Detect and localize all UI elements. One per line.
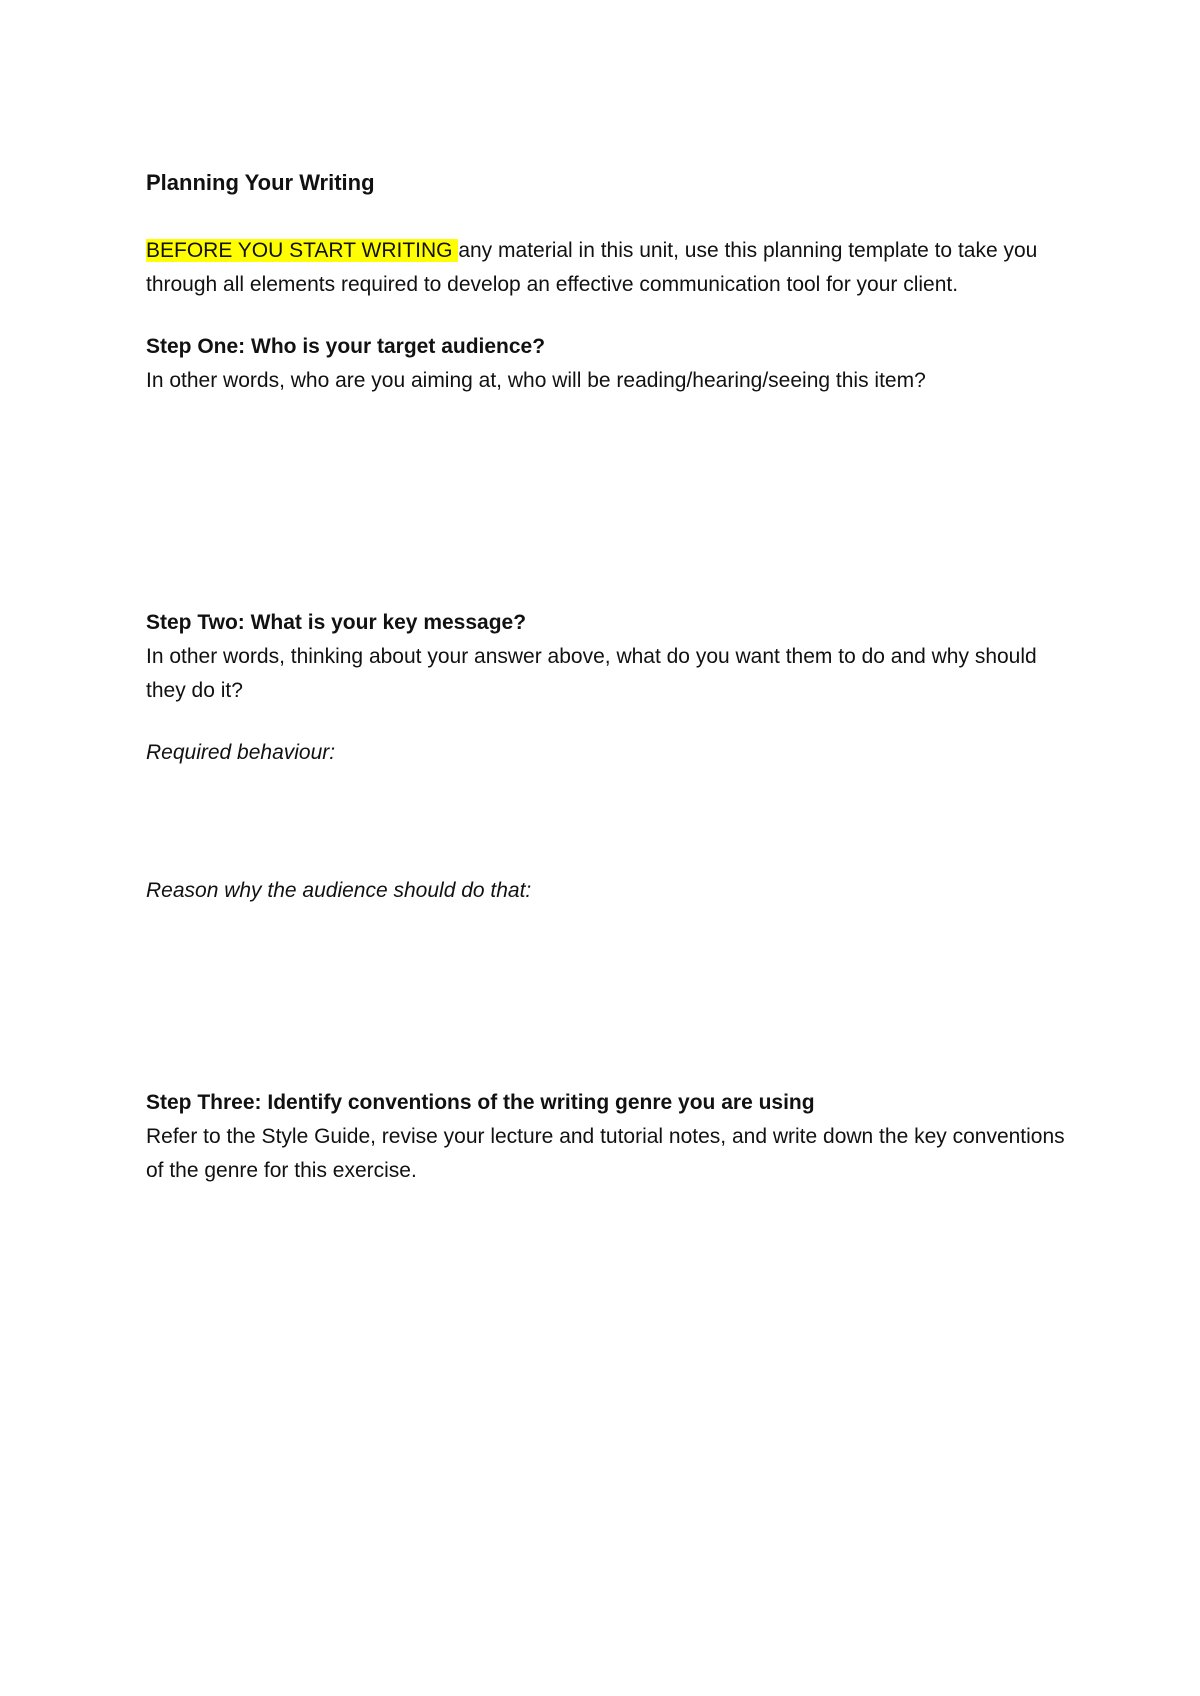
step-one-heading: Step One: Who is your target audience? xyxy=(146,335,546,358)
reason-answer-space[interactable] xyxy=(146,908,1076,1086)
step-two-spacer xyxy=(146,708,1076,736)
intro-paragraph xyxy=(146,234,1076,302)
step-three-heading: Step Three: Identify conventions of the writing genre you are using xyxy=(146,1091,815,1114)
required-behaviour-label: Required behaviour: xyxy=(146,741,336,764)
step-two-description: In other words, thinking about your answer above, what do you want them to do and why should they do it? xyxy=(146,645,1037,702)
step-two-heading: Step Two: What is your key message? xyxy=(146,611,527,634)
step-three-section xyxy=(146,1086,1076,1188)
step-one-section xyxy=(146,330,1076,606)
step-three-description: Refer to the Style Guide, revise your lecture and tutorial notes, and write down the key conventions of the genre for this exercise. xyxy=(146,1125,1065,1182)
required-behaviour-answer-space[interactable] xyxy=(146,770,1076,874)
reason-label: Reason why the audience should do that: xyxy=(146,879,532,902)
document-title: Planning Your Writing xyxy=(146,170,375,195)
intro-text: any material in this unit, use this planning template to take you through all elements required to develop an effective communication tool for your client. xyxy=(146,239,1038,296)
step-two-section xyxy=(146,606,1076,1086)
highlighted-text: BEFORE YOU START WRITING xyxy=(146,239,459,262)
step-one-answer-space[interactable] xyxy=(146,398,1076,606)
document-body xyxy=(146,166,1076,1188)
step-one-description: In other words, who are you aiming at, who will be reading/hearing/seeing this item? xyxy=(146,369,926,392)
